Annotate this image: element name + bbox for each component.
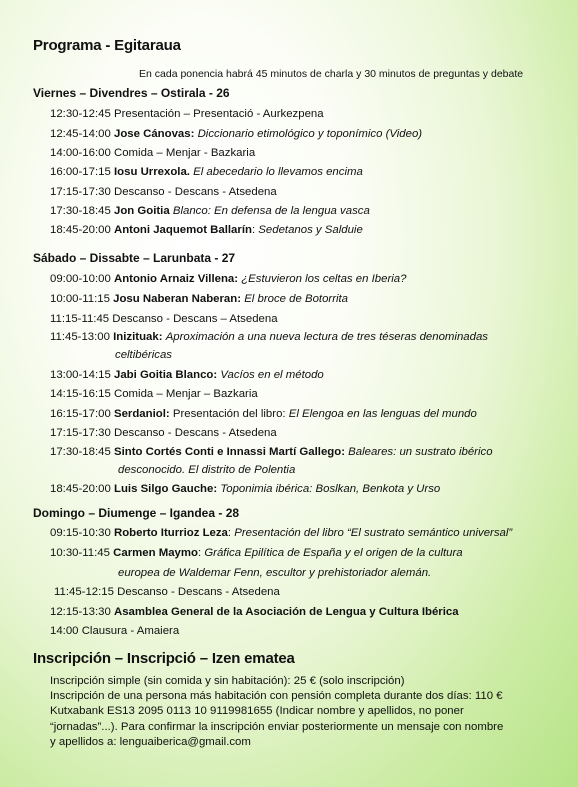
speaker-name: Jabi Goitia Blanco: bbox=[113, 369, 218, 381]
inscription-heading: Inscripción – Inscripció – Izen ematea bbox=[33, 650, 295, 667]
talk-title: celtibéricas bbox=[115, 349, 172, 361]
talk-title: Sedetanos y Salduie bbox=[258, 224, 363, 236]
session-text: : bbox=[227, 527, 232, 539]
inscription-line: y apellidos a: lenguaiberica@gmail.com bbox=[50, 735, 251, 748]
session-text: Presentación del libro: bbox=[172, 408, 286, 420]
schedule-row bbox=[50, 108, 324, 120]
talk-title: El broce de Botorrita bbox=[244, 293, 349, 305]
speaker-name: Jon Goitia bbox=[113, 205, 170, 217]
schedule-row bbox=[50, 331, 488, 343]
session-time: 18:45-20:00 bbox=[50, 224, 111, 236]
schedule-row bbox=[50, 388, 258, 400]
schedule-row bbox=[50, 369, 324, 381]
talk-title: El Elengoa en las lenguas del mundo bbox=[288, 408, 477, 420]
schedule-row bbox=[50, 606, 459, 618]
schedule-row bbox=[50, 224, 363, 236]
speaker-name: Roberto Iturrioz Leza bbox=[113, 527, 228, 539]
speaker-name: Sinto Cortés Conti e Innassi Martí Gallego: bbox=[113, 446, 345, 458]
schedule-row bbox=[50, 128, 422, 140]
schedule-row bbox=[50, 273, 406, 285]
schedule-row bbox=[50, 408, 477, 420]
session-text: Descanso - Descans - Atsedena bbox=[117, 586, 280, 598]
schedule-row bbox=[50, 446, 493, 458]
speaker-name: Antonio Arnaiz Villena: bbox=[113, 273, 239, 285]
session-time: 12:30-12:45 bbox=[50, 108, 111, 120]
session-time: 17:30-18:45 bbox=[50, 205, 111, 217]
schedule-row bbox=[50, 147, 255, 159]
speaker-name: Luis Silgo Gauche: bbox=[113, 483, 218, 495]
talk-title: Aproximación a una nueva lectura de tres téseras denominadas bbox=[165, 331, 488, 343]
session-time: 16:00-17:15 bbox=[50, 166, 111, 178]
session-time: 14:00-16:00 bbox=[50, 147, 111, 159]
session-time: 12:45-14:00 bbox=[50, 128, 111, 140]
schedule-row bbox=[50, 313, 278, 325]
inscription-line: Inscripción simple (sin comida y sin habitación): 25 € (solo inscripción) bbox=[50, 675, 405, 687]
session-time: 12:15-13:30 bbox=[50, 606, 111, 618]
session-text: Clausura - Amaiera bbox=[81, 625, 180, 637]
speaker-name: Carmen Maymo bbox=[113, 547, 198, 559]
speaker-name: Inizituak: bbox=[113, 331, 163, 343]
talk-title: desconocido. El distrito de Polentia bbox=[118, 464, 296, 476]
session-time: 09:00-10:00 bbox=[50, 273, 111, 285]
session-time: 17:15-17:30 bbox=[50, 427, 111, 439]
day-heading: Viernes – Divendres – Ostirala - 26 bbox=[33, 86, 230, 100]
schedule-row bbox=[50, 547, 463, 559]
talk-title: Toponimia ibérica: Boslkan, Benkota y Urso bbox=[220, 483, 441, 495]
inscription-line: “jornadas”...). Para confirmar la inscripción enviar posteriormente un mensaje con nombre bbox=[50, 720, 504, 733]
talk-title: Vacíos en el método bbox=[220, 369, 324, 381]
schedule-row bbox=[50, 427, 277, 439]
session-time: 11:45-13:00 bbox=[50, 331, 110, 343]
speaker-name: Jose Cánovas: bbox=[113, 128, 195, 140]
session-text: : bbox=[251, 224, 256, 236]
speaker-name: Asamblea General de la Asociación de Lengua y Cultura Ibérica bbox=[113, 606, 459, 618]
session-time: 14:00 bbox=[50, 625, 79, 637]
speaker-name: Antoni Jaquemot Ballarín bbox=[113, 224, 252, 236]
session-text: Comida – Menjar - Bazkaria bbox=[113, 147, 256, 159]
talk-title: Blanco: En defensa de la lengua vasca bbox=[172, 205, 370, 217]
session-text: Descanso - Descans - Atsedena bbox=[113, 427, 277, 439]
talk-title: ¿Estuvieron los celtas en Iberia? bbox=[241, 273, 407, 285]
talk-title: europea de Waldemar Fenn, escultor y prehistoriador alemán. bbox=[118, 567, 432, 579]
session-time: 14:15-16:15 bbox=[50, 388, 111, 400]
session-time: 11:15-11:45 bbox=[50, 313, 110, 325]
schedule-row bbox=[50, 293, 348, 305]
session-time: 17:15-17:30 bbox=[50, 186, 111, 198]
talk-title: Presentación del libro “El sustrato semántico universal” bbox=[234, 527, 513, 539]
inscription-line: Kutxabank ES13 2095 0113 10 9119981655 (Indicar nombre y apellidos, no poner bbox=[50, 705, 464, 718]
schedule-row bbox=[50, 166, 363, 178]
session-time: 10:30-11:45 bbox=[50, 547, 110, 559]
inscription-details bbox=[50, 674, 503, 750]
schedule-row bbox=[54, 586, 280, 598]
session-time: 09:15-10:30 bbox=[50, 527, 111, 539]
talk-title-continued bbox=[118, 464, 295, 476]
talk-title: Baleares: un sustrato ibérico bbox=[348, 446, 493, 458]
session-time: 18:45-20:00 bbox=[50, 483, 111, 495]
inscription-line: Inscripción de una persona más habitación con pensión completa durante dos días: 110 € bbox=[50, 690, 503, 703]
session-time: 13:00-14:15 bbox=[50, 369, 111, 381]
session-time: 16:15-17:00 bbox=[50, 408, 111, 420]
session-text: : bbox=[197, 547, 202, 559]
talk-title-continued bbox=[115, 349, 172, 361]
session-text: Presentación – Presentació - Aurkezpena bbox=[113, 108, 324, 120]
session-text: Descanso - Descans – Atsedena bbox=[112, 313, 278, 325]
schedule-row bbox=[50, 625, 179, 637]
schedule-row bbox=[50, 205, 370, 217]
speaker-name: Serdaniol: bbox=[113, 408, 170, 420]
session-text: Descanso - Descans - Atsedena bbox=[113, 186, 277, 198]
session-time: 10:00-11:15 bbox=[50, 293, 110, 305]
program-note: En cada ponencia habrá 45 minutos de charla y 30 minutos de preguntas y debate bbox=[139, 68, 524, 80]
schedule-row bbox=[50, 186, 277, 198]
talk-title: Diccionario etimológico y toponímico (Video) bbox=[197, 128, 423, 140]
talk-title: Gráfica Epilítica de España y el origen de la cultura bbox=[204, 547, 463, 559]
speaker-name: Josu Naberan Naberan: bbox=[113, 293, 242, 305]
session-text: Comida – Menjar – Bazkaria bbox=[113, 388, 258, 400]
session-time: 11:45-12:15 bbox=[54, 586, 114, 598]
day-heading: Sábado – Dissabte – Larunbata - 27 bbox=[33, 251, 236, 265]
page-title: Programa - Egitaraua bbox=[33, 37, 181, 54]
schedule-row bbox=[50, 527, 512, 539]
schedule-row bbox=[50, 483, 440, 495]
talk-title-continued bbox=[118, 567, 431, 579]
session-time: 17:30-18:45 bbox=[50, 446, 111, 458]
day-heading: Domingo – Diumenge – Igandea - 28 bbox=[33, 506, 240, 520]
talk-title: El abecedario lo llevamos encima bbox=[193, 166, 363, 178]
speaker-name: Iosu Urrexola. bbox=[113, 166, 190, 178]
